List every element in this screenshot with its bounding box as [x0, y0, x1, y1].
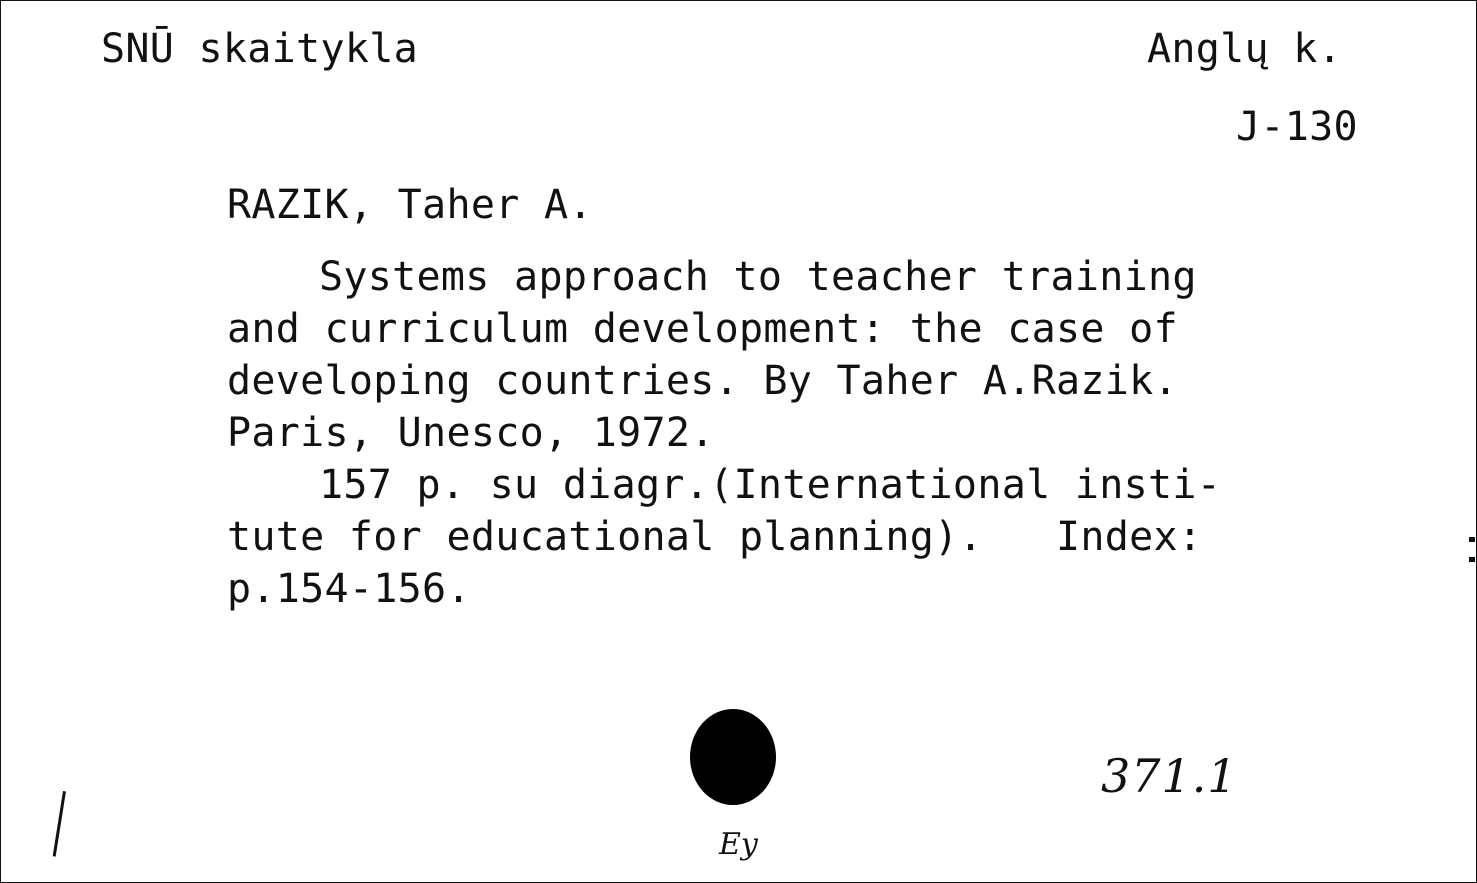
title-line: Systems approach to teacher training	[319, 254, 1197, 300]
collation-line: p.154-156.	[227, 566, 471, 612]
classification-number: 371.1	[1101, 749, 1238, 803]
edge-mark	[1469, 537, 1475, 542]
punch-hole	[690, 709, 776, 805]
edge-mark	[1469, 557, 1475, 562]
imprint-line: Paris, Unesco, 1972.	[227, 410, 715, 456]
language-label: Anglų k.	[1147, 26, 1343, 72]
collation-line: 157 p. su diagr.(International insti-	[319, 462, 1222, 508]
call-number: J-130	[1236, 104, 1358, 150]
title-line: and curriculum development: the case of	[227, 306, 1178, 352]
handwritten-initials: Ey	[719, 827, 758, 862]
margin-slash-mark	[53, 791, 66, 857]
collation-line: tute for educational planning). Index:	[227, 514, 1203, 560]
author-heading: RAZIK, Taher A.	[227, 182, 593, 228]
title-line: developing countries. By Taher A.Razik.	[227, 358, 1178, 404]
library-name: SNŪ skaitykla	[101, 26, 418, 72]
